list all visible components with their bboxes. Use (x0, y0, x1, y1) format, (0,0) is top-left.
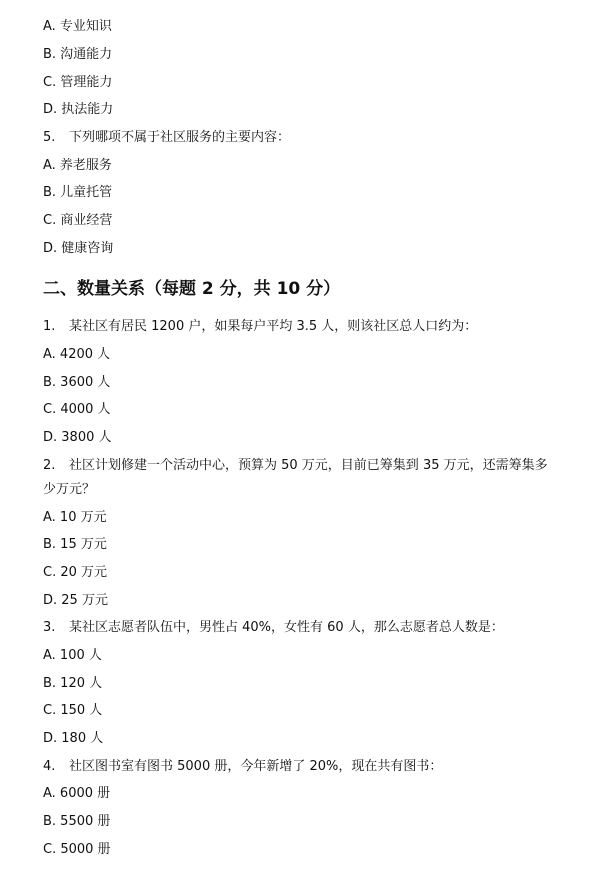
question-1 (43, 318, 563, 336)
option-d: D. 健康咨询 (43, 241, 114, 256)
option-a: A. 专业知识 (43, 19, 112, 34)
question-text: 某社区志愿者队伍中，男性占 40%，女性有 60 人，那么志愿者总人数是： (69, 620, 504, 635)
option-d: D. 执法能力 (43, 102, 114, 117)
question-2 (43, 457, 563, 475)
option-a: A. 4200 人 (43, 347, 111, 362)
question-text-continued: 少万元？ (43, 482, 96, 497)
question-number: 4. (43, 759, 56, 774)
question-number: 2. (43, 458, 56, 473)
option-c: C. 20 万元 (43, 565, 108, 580)
option-c: C. 商业经营 (43, 213, 113, 228)
question-number: 3. (43, 620, 56, 635)
option-b: B. 沟通能力 (43, 47, 113, 62)
option-c: C. 5000 册 (43, 842, 111, 857)
option-b: B. 3600 人 (43, 375, 111, 390)
option-c: C. 管理能力 (43, 75, 113, 90)
question-4 (43, 758, 563, 776)
question-text: 社区计划修建一个活动中心，预算为 50 万元，目前已筹集到 35 万元，还需筹集多 (69, 458, 548, 473)
option-b: B. 120 人 (43, 676, 103, 691)
option-b: B. 15 万元 (43, 537, 107, 552)
option-b: B. 5500 册 (43, 814, 111, 829)
question-number: 1. (43, 319, 56, 334)
option-b: B. 儿童托管 (43, 185, 113, 200)
section-heading: 二、数量关系（每题 2 分，共 10 分） (43, 279, 341, 299)
option-c: C. 4000 人 (43, 402, 111, 417)
question-text: 下列哪项不属于社区服务的主要内容： (69, 130, 291, 145)
option-c: C. 150 人 (43, 703, 103, 718)
option-d: D. 180 人 (43, 731, 104, 746)
question-number: 5. (43, 130, 56, 145)
question-text: 社区图书室有图书 5000 册，今年新增了 20%，现在共有图书： (69, 759, 443, 774)
option-d: D. 25 万元 (43, 593, 108, 608)
option-a: A. 养老服务 (43, 158, 112, 173)
option-a: A. 100 人 (43, 648, 102, 663)
option-a: A. 6000 册 (43, 786, 111, 801)
option-a: A. 10 万元 (43, 510, 107, 525)
question-3 (43, 619, 563, 637)
question-text: 某社区有居民 1200 户，如果每户平均 3.5 人，则该社区总人口约为： (69, 319, 478, 334)
question-5 (43, 129, 563, 147)
option-d: D. 3800 人 (43, 430, 112, 445)
